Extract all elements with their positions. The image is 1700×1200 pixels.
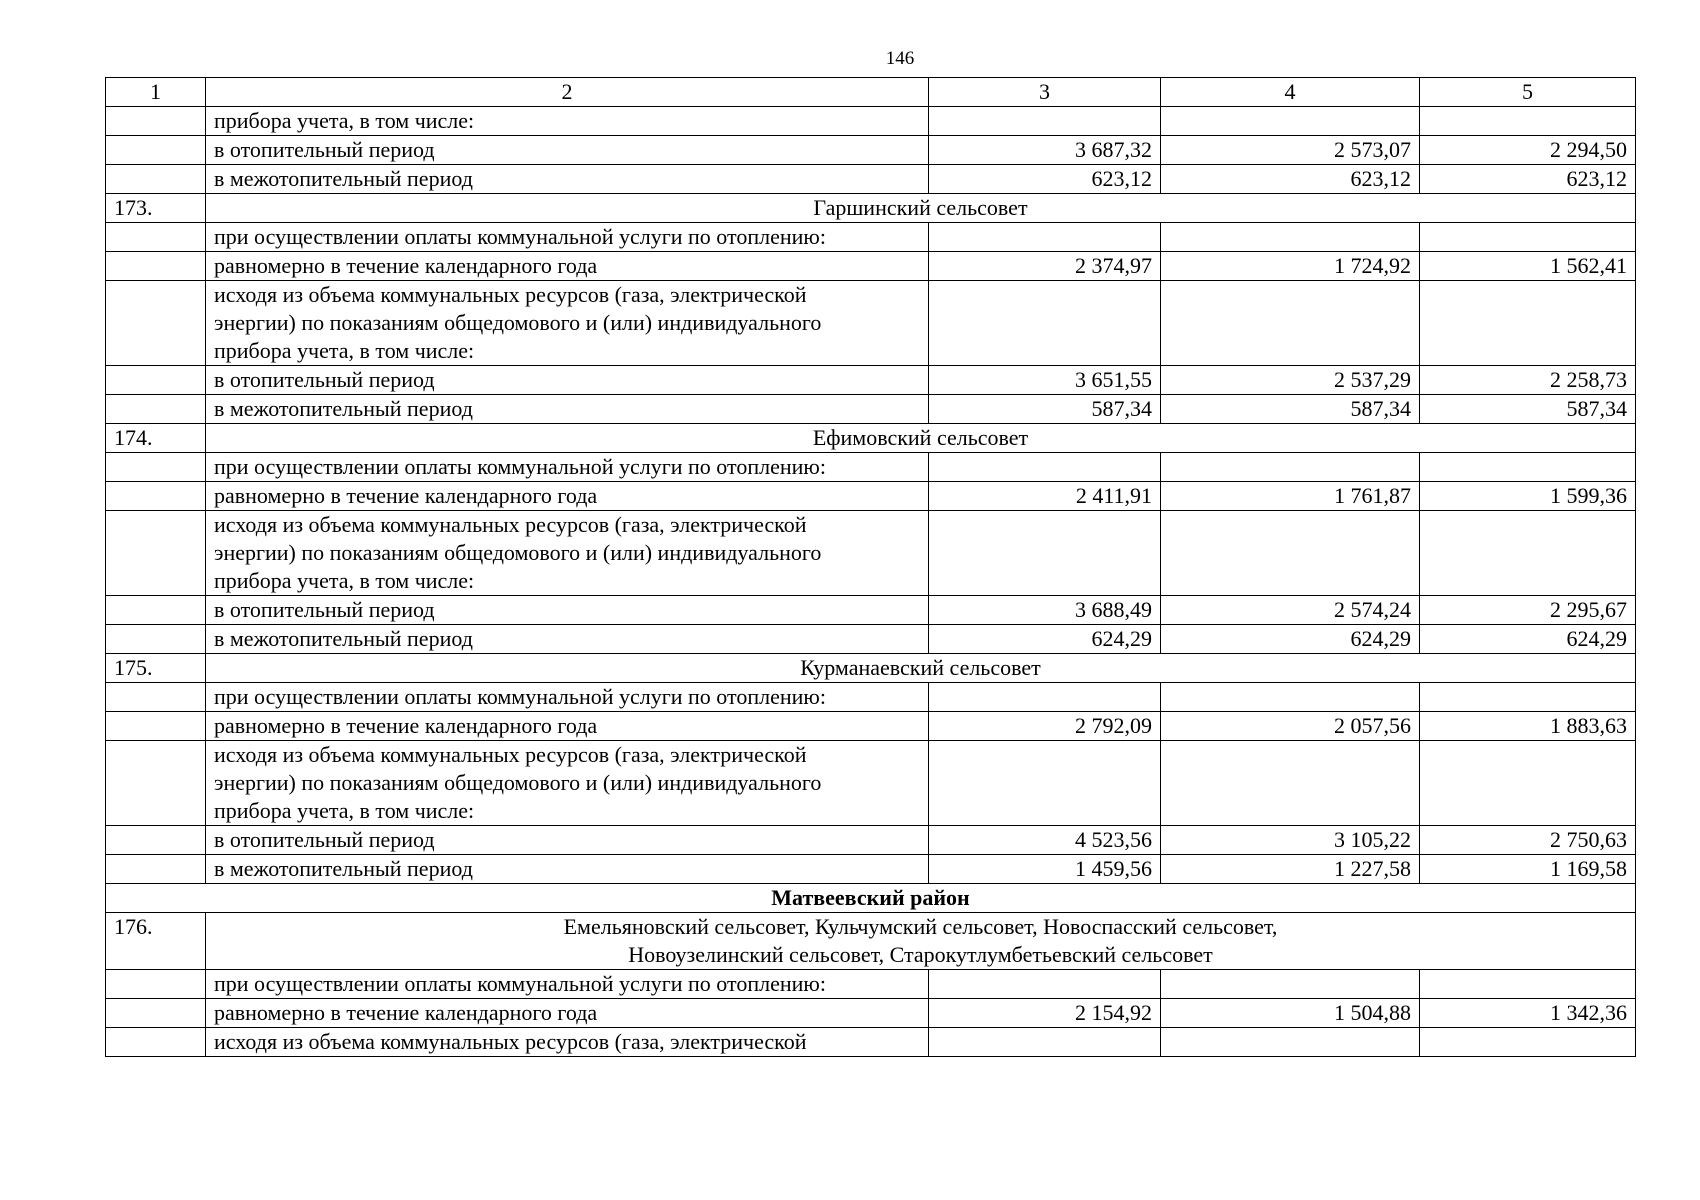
item-number: [106, 999, 206, 1028]
table-row: [106, 366, 1636, 395]
value-col5: 623,12: [1420, 165, 1636, 194]
value-col3: 1 459,56: [929, 855, 1161, 884]
value-col3: [929, 683, 1161, 712]
value-col3: 2 792,09: [929, 712, 1161, 741]
value-col3: 623,12: [929, 165, 1161, 194]
value-col5: 1 883,63: [1420, 712, 1636, 741]
row-description: равномерно в течение календарного года: [206, 482, 929, 511]
value-col3: 2 154,92: [929, 999, 1161, 1028]
value-col4: [1161, 223, 1420, 252]
table-row: [106, 395, 1636, 424]
value-col4: 1 227,58: [1161, 855, 1420, 884]
settlement-section-row: [106, 654, 1636, 683]
value-col5: [1420, 970, 1636, 999]
value-col3: [929, 970, 1161, 999]
settlement-section-row: [106, 194, 1636, 223]
row-description: равномерно в течение календарного года: [206, 999, 929, 1028]
row-description: в межотопительный период: [206, 395, 929, 424]
tariff-table: [105, 77, 1636, 1057]
value-col3: [929, 107, 1161, 136]
item-number: [106, 826, 206, 855]
value-col5: 624,29: [1420, 625, 1636, 654]
value-col5: 2 750,63: [1420, 826, 1636, 855]
item-number: [106, 741, 206, 826]
value-col5: [1420, 107, 1636, 136]
item-number: [106, 712, 206, 741]
value-col5: [1420, 511, 1636, 596]
value-col5: 587,34: [1420, 395, 1636, 424]
value-col4: 623,12: [1161, 165, 1420, 194]
value-col5: 2 258,73: [1420, 366, 1636, 395]
row-description: в отопительный период: [206, 596, 929, 625]
value-col3: 3 651,55: [929, 366, 1161, 395]
header-cell: 4: [1161, 78, 1420, 107]
value-col3: [929, 1028, 1161, 1057]
value-col4: 3 105,22: [1161, 826, 1420, 855]
row-description: в межотопительный период: [206, 165, 929, 194]
item-number: 173.: [106, 194, 206, 223]
value-col4: [1161, 453, 1420, 482]
settlement-name: Емельяновский сельсовет, Кульчумский сельсовет, Новоспасский сельсовет, Новоузелинский сельсовет, Старокутлумбетьевский сельсовет: [206, 913, 1636, 970]
row-description: исходя из объема коммунальных ресурсов (газа, электрической: [206, 1028, 929, 1057]
item-number: 175.: [106, 654, 206, 683]
row-description: в отопительный период: [206, 826, 929, 855]
value-col4: [1161, 511, 1420, 596]
value-col5: 2 294,50: [1420, 136, 1636, 165]
value-col3: 4 523,56: [929, 826, 1161, 855]
item-number: [106, 252, 206, 281]
value-col4: 2 537,29: [1161, 366, 1420, 395]
header-cell: 5: [1420, 78, 1636, 107]
row-description: равномерно в течение календарного года: [206, 252, 929, 281]
table-row: [106, 741, 1636, 826]
settlement-name: Курманаевский сельсовет: [206, 654, 1636, 683]
value-col5: [1420, 1028, 1636, 1057]
item-number: [106, 855, 206, 884]
value-col5: 1 562,41: [1420, 252, 1636, 281]
settlement-name: Ефимовский сельсовет: [206, 424, 1636, 453]
settlement-name: Гаршинский сельсовет: [206, 194, 1636, 223]
value-col3: [929, 741, 1161, 826]
value-col4: 2 573,07: [1161, 136, 1420, 165]
item-number: [106, 511, 206, 596]
value-col3: [929, 281, 1161, 366]
table-row: [106, 1028, 1636, 1057]
row-description: исходя из объема коммунальных ресурсов (газа, электрической энергии) по показаниям общедомового и (или) индивидуального прибора учета, в том числе:: [206, 281, 929, 366]
table-row: [106, 596, 1636, 625]
value-col3: [929, 223, 1161, 252]
row-description: исходя из объема коммунальных ресурсов (газа, электрической энергии) по показаниям общедомового и (или) индивидуального прибора учета, в том числе:: [206, 511, 929, 596]
value-col5: 1 169,58: [1420, 855, 1636, 884]
value-col4: 1 504,88: [1161, 999, 1420, 1028]
item-number: [106, 107, 206, 136]
row-description: в межотопительный период: [206, 625, 929, 654]
item-number: [106, 453, 206, 482]
value-col4: [1161, 741, 1420, 826]
header-cell: 1: [106, 78, 206, 107]
table-row: [106, 999, 1636, 1028]
row-description: в межотопительный период: [206, 855, 929, 884]
value-col3: 624,29: [929, 625, 1161, 654]
item-number: [106, 366, 206, 395]
value-col3: 587,34: [929, 395, 1161, 424]
item-number: [106, 165, 206, 194]
value-col3: 3 687,32: [929, 136, 1161, 165]
value-col4: 2 057,56: [1161, 712, 1420, 741]
value-col5: [1420, 281, 1636, 366]
settlement-section-row: [106, 913, 1636, 970]
row-description: при осуществлении оплаты коммунальной услуги по отоплению:: [206, 683, 929, 712]
table-row: [106, 683, 1636, 712]
table-row: [106, 855, 1636, 884]
value-col4: [1161, 683, 1420, 712]
value-col5: 2 295,67: [1420, 596, 1636, 625]
item-number: [106, 970, 206, 999]
item-number: [106, 1028, 206, 1057]
value-col4: 2 574,24: [1161, 596, 1420, 625]
row-description: равномерно в течение календарного года: [206, 712, 929, 741]
value-col3: [929, 453, 1161, 482]
table-row: [106, 136, 1636, 165]
header-cell: 2: [206, 78, 929, 107]
table-row: [106, 281, 1636, 366]
table-row: [106, 625, 1636, 654]
item-number: [106, 281, 206, 366]
value-col3: 3 688,49: [929, 596, 1161, 625]
page-number: 146: [885, 48, 915, 69]
row-description: при осуществлении оплаты коммунальной услуги по отоплению:: [206, 223, 929, 252]
value-col5: 1 599,36: [1420, 482, 1636, 511]
value-col3: [929, 511, 1161, 596]
item-number: [106, 683, 206, 712]
district-header-row: [106, 884, 1636, 913]
table-row: [106, 970, 1636, 999]
table-row: [106, 511, 1636, 596]
value-col5: [1420, 741, 1636, 826]
value-col5: [1420, 683, 1636, 712]
value-col4: [1161, 281, 1420, 366]
item-number: [106, 223, 206, 252]
value-col3: 2 411,91: [929, 482, 1161, 511]
value-col4: [1161, 1028, 1420, 1057]
table-row: [106, 453, 1636, 482]
row-description: прибора учета, в том числе:: [206, 107, 929, 136]
item-number: [106, 625, 206, 654]
table-row: [106, 223, 1636, 252]
value-col5: [1420, 453, 1636, 482]
district-name: Матвеевский район: [106, 884, 1636, 913]
header-cell: 3: [929, 78, 1161, 107]
row-description: при осуществлении оплаты коммунальной услуги по отоплению:: [206, 970, 929, 999]
item-number: [106, 596, 206, 625]
table-row: [106, 826, 1636, 855]
value-col4: 1 761,87: [1161, 482, 1420, 511]
value-col4: 624,29: [1161, 625, 1420, 654]
value-col4: [1161, 970, 1420, 999]
table-row: [106, 252, 1636, 281]
table-header-row: [106, 78, 1636, 107]
row-description: в отопительный период: [206, 136, 929, 165]
table-row: [106, 165, 1636, 194]
table-row: [106, 482, 1636, 511]
row-description: исходя из объема коммунальных ресурсов (газа, электрической энергии) по показаниям общедомового и (или) индивидуального прибора учета, в том числе:: [206, 741, 929, 826]
item-number: 174.: [106, 424, 206, 453]
value-col4: 587,34: [1161, 395, 1420, 424]
item-number: [106, 482, 206, 511]
table-row: [106, 712, 1636, 741]
value-col5: [1420, 223, 1636, 252]
item-number: 176.: [106, 913, 206, 970]
settlement-section-row: [106, 424, 1636, 453]
value-col4: [1161, 107, 1420, 136]
item-number: [106, 395, 206, 424]
value-col4: 1 724,92: [1161, 252, 1420, 281]
value-col5: 1 342,36: [1420, 999, 1636, 1028]
item-number: [106, 136, 206, 165]
row-description: при осуществлении оплаты коммунальной услуги по отоплению:: [206, 453, 929, 482]
table-row: [106, 107, 1636, 136]
value-col3: 2 374,97: [929, 252, 1161, 281]
row-description: в отопительный период: [206, 366, 929, 395]
